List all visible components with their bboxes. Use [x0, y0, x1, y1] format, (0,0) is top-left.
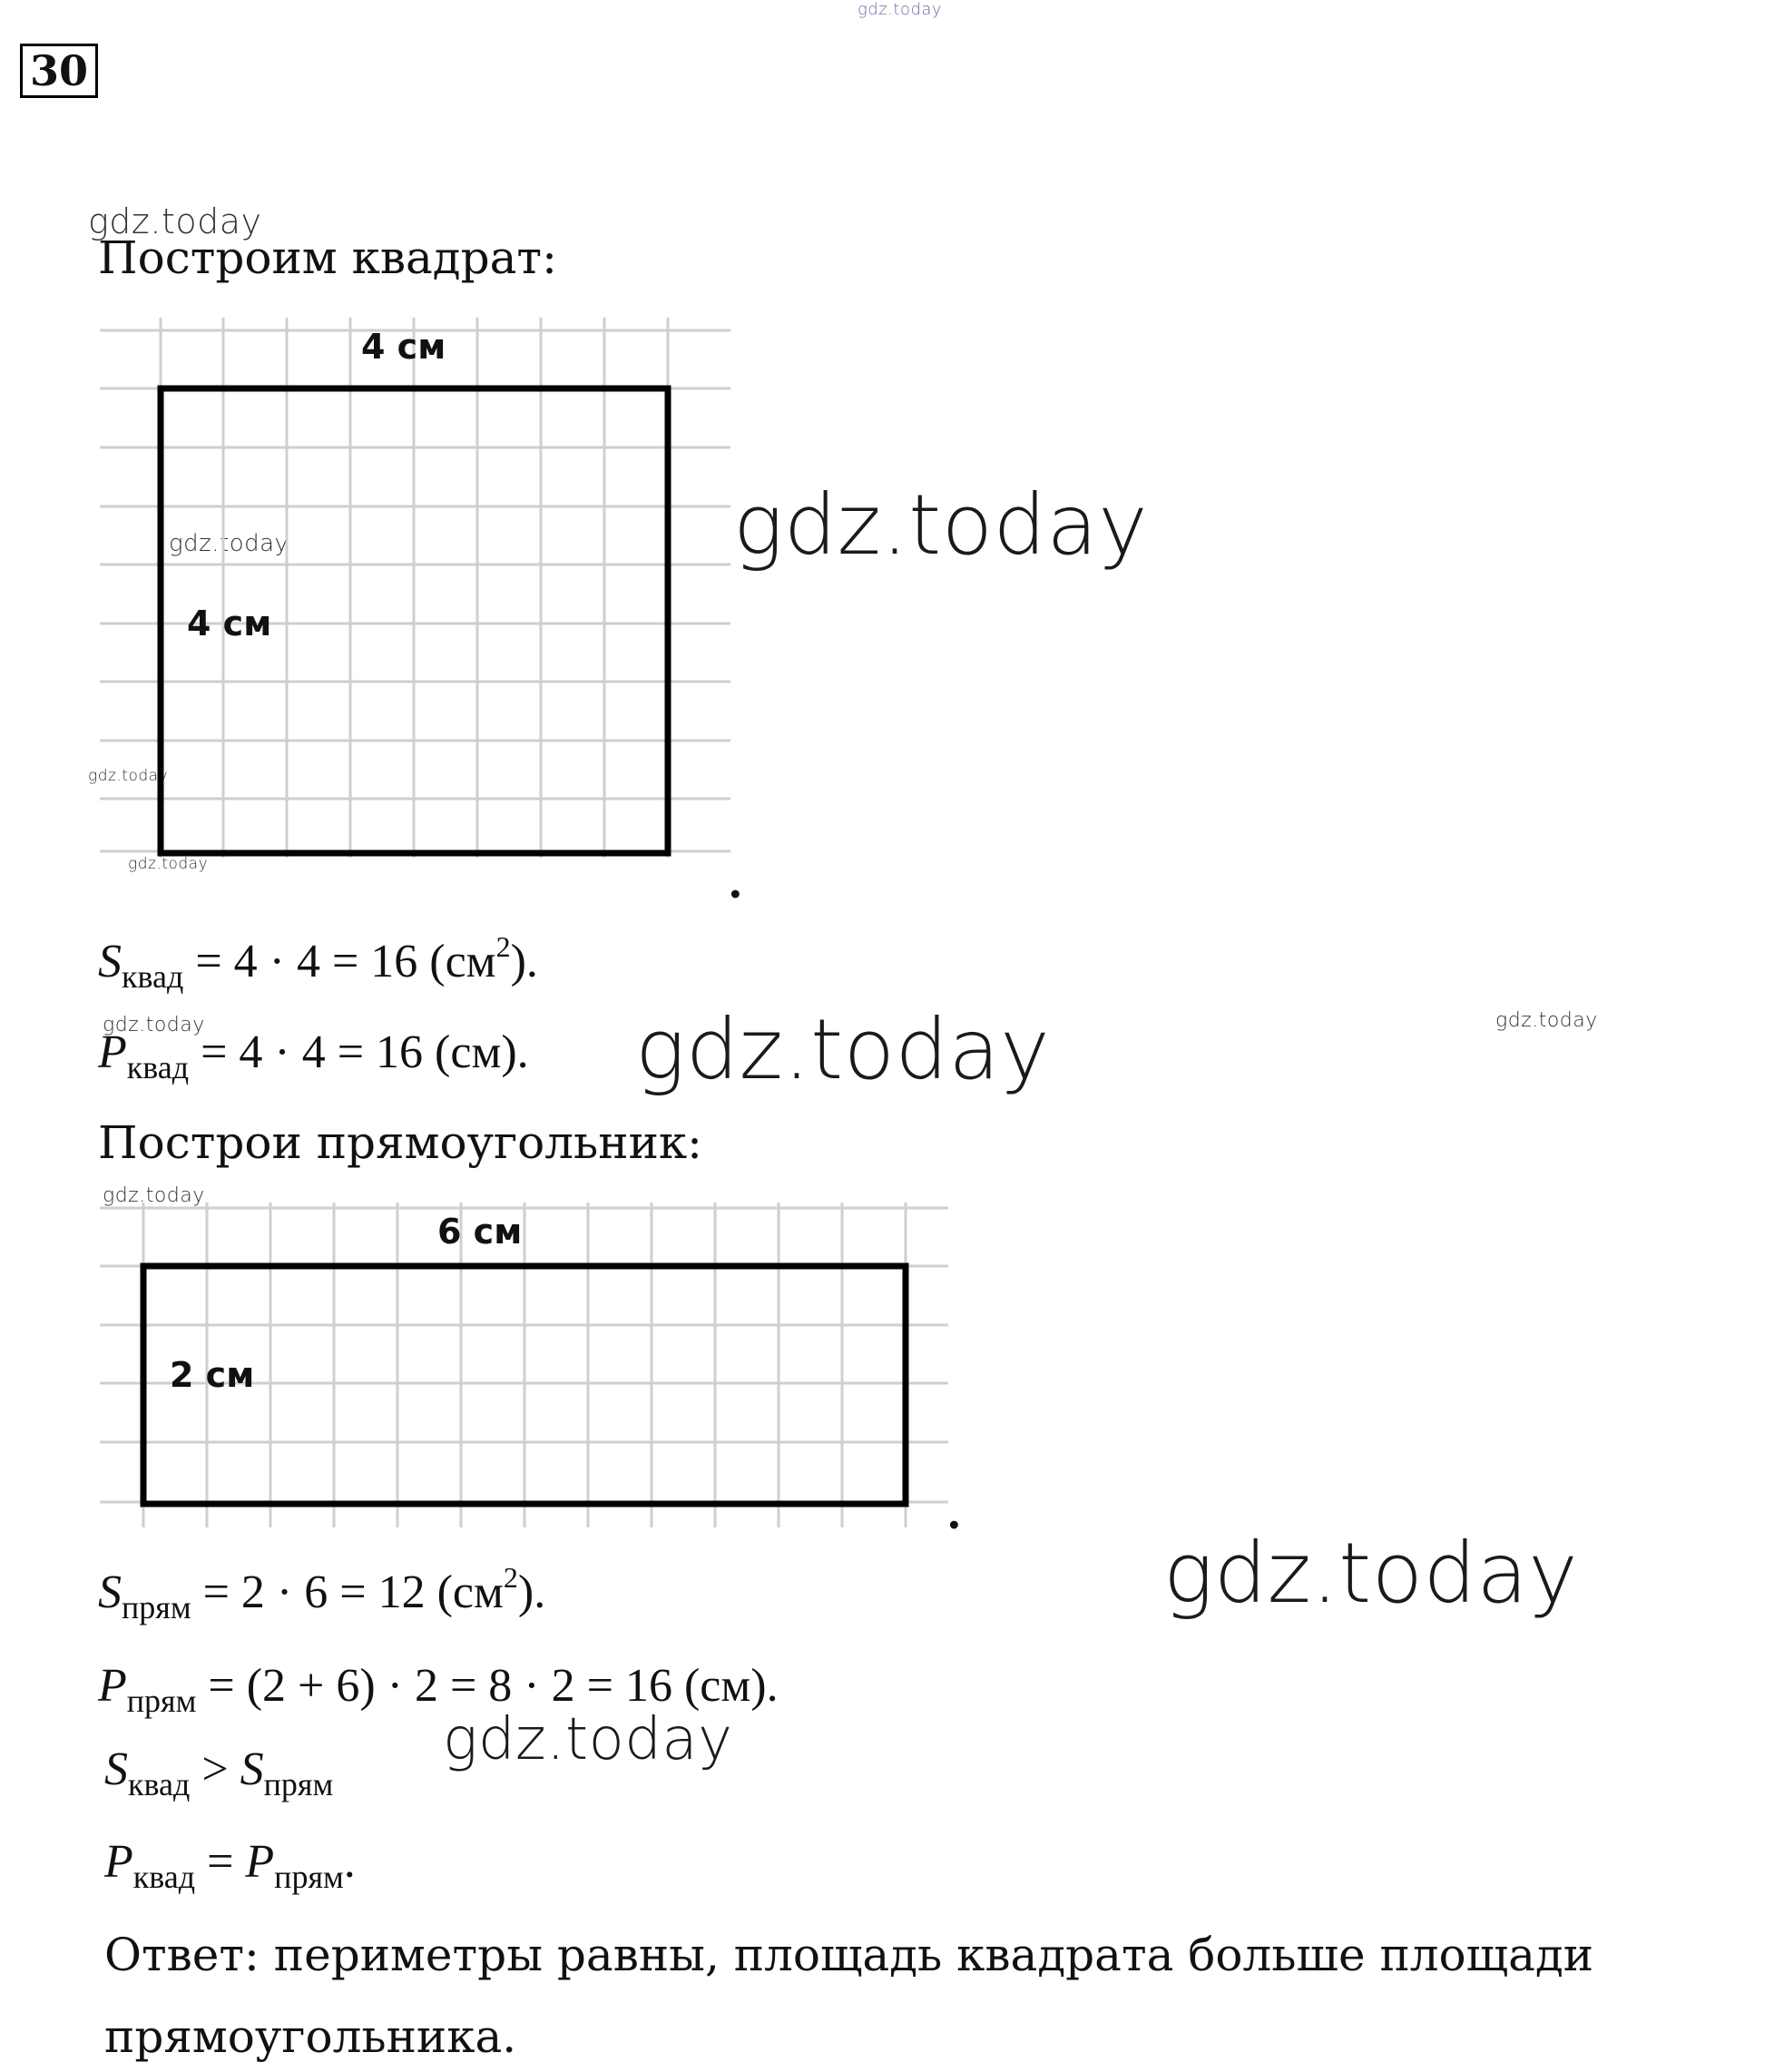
square-dot: .: [728, 858, 743, 908]
formula-tail: .: [343, 1836, 356, 1888]
formula-sub: квад: [132, 1859, 196, 1895]
formula-expr: = 4 · 4 = 16 (см: [195, 936, 496, 987]
rectangle-dot: .: [946, 1488, 962, 1539]
formula-expr: = (2 + 6) · 2 = 8 · 2 = 16 (см).: [208, 1660, 779, 1712]
watermark: gdz.today: [88, 201, 262, 241]
formula-var: S: [98, 1566, 122, 1618]
heading-rectangle: Построи прямоугольник:: [98, 1116, 703, 1169]
formula-expr: = 2 · 6 = 12 (см: [202, 1566, 504, 1618]
heading-square: Построим квадрат:: [98, 231, 557, 284]
formula-op: =: [207, 1836, 234, 1888]
formula-var: P: [98, 1026, 127, 1078]
formula-perimeter-square: [98, 1026, 529, 1085]
formula-expr: = 4 · 4 = 16 (см).: [201, 1026, 529, 1078]
formula-var: S: [104, 1743, 128, 1795]
formula-sub: прям: [274, 1859, 344, 1895]
formula-tail: ).: [517, 1566, 546, 1618]
formula-var: S: [240, 1743, 264, 1795]
formula-area-square: [98, 930, 538, 995]
formula-tail: ).: [510, 936, 538, 987]
answer-line-1: Ответ: периметры равны, площадь квадрата больше площади: [104, 1929, 1594, 1981]
formula-sub: прям: [263, 1766, 334, 1802]
task-number: 30: [20, 44, 98, 98]
compare-perimeters: [104, 1835, 356, 1895]
watermark-large: gdz.today: [733, 476, 1149, 574]
formula-sub: прям: [122, 1589, 191, 1625]
watermark: gdz.today: [169, 530, 289, 557]
watermark: gdz.today: [103, 1014, 205, 1036]
formula-area-rectangle: [98, 1561, 546, 1625]
square-side-label: 4 см: [187, 604, 272, 643]
formula-sub: квад: [122, 958, 184, 995]
watermark-large: gdz.today: [635, 1001, 1051, 1098]
square-grid-figure: [95, 318, 740, 862]
watermark: gdz.today: [128, 855, 209, 873]
rectangle-side-label: 2 см: [170, 1355, 255, 1395]
answer-line-2: прямоугольника.: [104, 2010, 517, 2063]
formula-sub: прям: [126, 1683, 197, 1719]
watermark: gdz.today: [1495, 1009, 1598, 1032]
compare-areas: [104, 1743, 334, 1802]
watermark-large: gdz.today: [1163, 1525, 1579, 1622]
formula-sup: 2: [495, 930, 511, 963]
formula-var: P: [245, 1836, 275, 1888]
formula-sup: 2: [503, 1561, 518, 1594]
square-top-label: 4 см: [361, 327, 446, 367]
watermark: gdz.today: [88, 767, 169, 785]
watermark: gdz.today: [443, 1706, 733, 1773]
formula-op: >: [201, 1743, 229, 1795]
rectangle-top-label: 6 см: [437, 1212, 523, 1252]
formula-var: P: [98, 1660, 127, 1712]
formula-var: S: [98, 936, 122, 987]
formula-sub: квад: [126, 1049, 190, 1085]
formula-var: P: [104, 1836, 133, 1888]
formula-sub: квад: [128, 1766, 191, 1802]
watermark-top: gdz.today: [858, 0, 943, 19]
formula-perimeter-rectangle: [98, 1659, 779, 1719]
watermark: gdz.today: [103, 1184, 205, 1207]
